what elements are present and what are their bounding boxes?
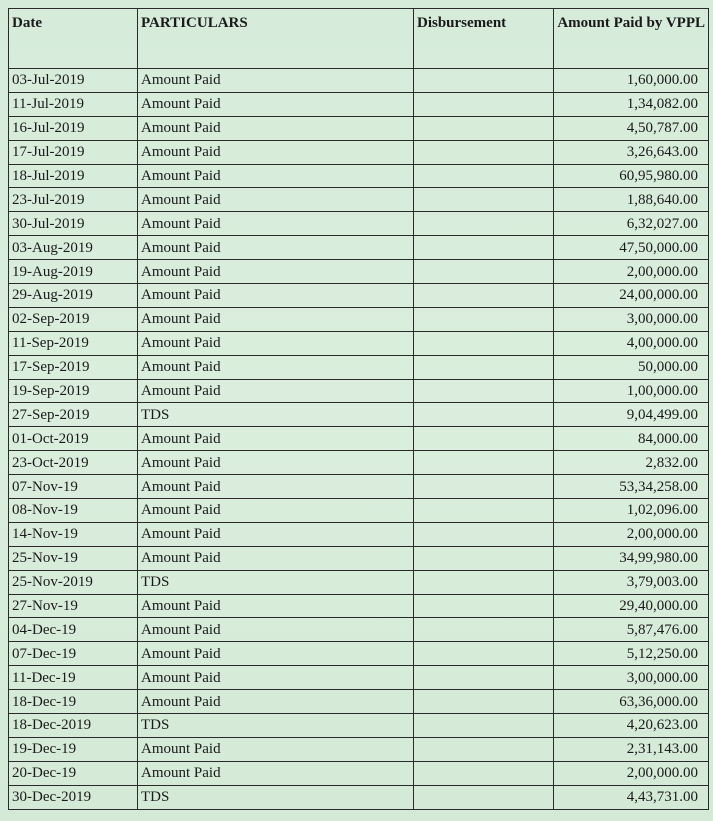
- table-row: [9, 284, 709, 308]
- cell-particulars: Amount Paid: [138, 427, 414, 451]
- cell-date: 23-Oct-2019: [9, 451, 138, 475]
- table-row: [9, 522, 709, 546]
- cell-date: 19-Dec-19: [9, 737, 138, 761]
- cell-amount: 3,26,643.00: [554, 140, 709, 164]
- cell-amount: 4,20,623.00: [554, 714, 709, 738]
- cell-disbursement: [414, 331, 554, 355]
- cell-particulars: Amount Paid: [138, 666, 414, 690]
- cell-amount: 5,87,476.00: [554, 618, 709, 642]
- cell-date: 16-Jul-2019: [9, 116, 138, 140]
- cell-date: 07-Dec-19: [9, 642, 138, 666]
- cell-date: 17-Jul-2019: [9, 140, 138, 164]
- header-disbursement: Disbursement: [414, 9, 554, 69]
- cell-disbursement: [414, 307, 554, 331]
- cell-amount: 29,40,000.00: [554, 594, 709, 618]
- table-row: [9, 618, 709, 642]
- cell-disbursement: [414, 260, 554, 284]
- cell-amount: 50,000.00: [554, 355, 709, 379]
- table-row: [9, 666, 709, 690]
- table-row: [9, 785, 709, 809]
- cell-amount: 1,34,082.00: [554, 92, 709, 116]
- table-row: [9, 379, 709, 403]
- cell-amount: 1,02,096.00: [554, 499, 709, 523]
- cell-date: 18-Dec-19: [9, 690, 138, 714]
- cell-particulars: Amount Paid: [138, 164, 414, 188]
- cell-disbursement: [414, 570, 554, 594]
- cell-disbursement: [414, 379, 554, 403]
- cell-amount: 63,36,000.00: [554, 690, 709, 714]
- cell-date: 29-Aug-2019: [9, 284, 138, 308]
- cell-amount: 2,00,000.00: [554, 260, 709, 284]
- cell-date: 04-Dec-19: [9, 618, 138, 642]
- table-row: [9, 164, 709, 188]
- cell-disbursement: [414, 618, 554, 642]
- cell-amount: 1,00,000.00: [554, 379, 709, 403]
- cell-date: 11-Dec-19: [9, 666, 138, 690]
- cell-particulars: Amount Paid: [138, 522, 414, 546]
- cell-amount: 3,00,000.00: [554, 666, 709, 690]
- cell-disbursement: [414, 451, 554, 475]
- cell-amount: 4,50,787.00: [554, 116, 709, 140]
- table-row: [9, 427, 709, 451]
- table-row: [9, 451, 709, 475]
- cell-particulars: Amount Paid: [138, 499, 414, 523]
- cell-date: 18-Jul-2019: [9, 164, 138, 188]
- table-row: [9, 570, 709, 594]
- table-row: [9, 737, 709, 761]
- cell-date: 11-Jul-2019: [9, 92, 138, 116]
- table-row: [9, 499, 709, 523]
- cell-amount: 4,00,000.00: [554, 331, 709, 355]
- cell-disbursement: [414, 164, 554, 188]
- cell-disbursement: [414, 427, 554, 451]
- cell-particulars: TDS: [138, 714, 414, 738]
- cell-particulars: Amount Paid: [138, 116, 414, 140]
- table-row: [9, 594, 709, 618]
- cell-disbursement: [414, 594, 554, 618]
- table-row: [9, 475, 709, 499]
- cell-particulars: TDS: [138, 570, 414, 594]
- table-row: [9, 761, 709, 785]
- cell-particulars: Amount Paid: [138, 475, 414, 499]
- cell-particulars: Amount Paid: [138, 188, 414, 212]
- table-row: [9, 236, 709, 260]
- table-row: [9, 307, 709, 331]
- cell-amount: 9,04,499.00: [554, 403, 709, 427]
- cell-amount: 6,32,027.00: [554, 212, 709, 236]
- cell-amount: 34,99,980.00: [554, 546, 709, 570]
- cell-amount: 4,43,731.00: [554, 785, 709, 809]
- cell-date: 11-Sep-2019: [9, 331, 138, 355]
- cell-particulars: Amount Paid: [138, 236, 414, 260]
- cell-amount: 3,00,000.00: [554, 307, 709, 331]
- cell-particulars: Amount Paid: [138, 690, 414, 714]
- cell-particulars: Amount Paid: [138, 260, 414, 284]
- cell-particulars: Amount Paid: [138, 594, 414, 618]
- cell-particulars: Amount Paid: [138, 546, 414, 570]
- cell-disbursement: [414, 188, 554, 212]
- cell-particulars: Amount Paid: [138, 212, 414, 236]
- table-header: [9, 9, 709, 69]
- cell-date: 18-Dec-2019: [9, 714, 138, 738]
- cell-date: 19-Sep-2019: [9, 379, 138, 403]
- table-row: [9, 92, 709, 116]
- cell-particulars: Amount Paid: [138, 761, 414, 785]
- cell-date: 14-Nov-19: [9, 522, 138, 546]
- payments-table: [8, 8, 709, 810]
- cell-amount: 2,00,000.00: [554, 761, 709, 785]
- table-row: [9, 69, 709, 93]
- table-row: [9, 212, 709, 236]
- cell-particulars: Amount Paid: [138, 451, 414, 475]
- cell-particulars: Amount Paid: [138, 92, 414, 116]
- header-particulars: PARTICULARS: [138, 9, 414, 69]
- cell-date: 19-Aug-2019: [9, 260, 138, 284]
- cell-amount: 1,60,000.00: [554, 69, 709, 93]
- cell-date: 27-Nov-19: [9, 594, 138, 618]
- table-row: [9, 714, 709, 738]
- cell-particulars: Amount Paid: [138, 69, 414, 93]
- cell-amount: 2,31,143.00: [554, 737, 709, 761]
- cell-date: 25-Nov-2019: [9, 570, 138, 594]
- cell-amount: 1,88,640.00: [554, 188, 709, 212]
- cell-disbursement: [414, 236, 554, 260]
- table-row: [9, 140, 709, 164]
- table-row: [9, 188, 709, 212]
- cell-disbursement: [414, 69, 554, 93]
- cell-disbursement: [414, 92, 554, 116]
- cell-amount: 24,00,000.00: [554, 284, 709, 308]
- cell-date: 03-Jul-2019: [9, 69, 138, 93]
- cell-date: 07-Nov-19: [9, 475, 138, 499]
- cell-amount: 2,832.00: [554, 451, 709, 475]
- cell-date: 03-Aug-2019: [9, 236, 138, 260]
- cell-date: 25-Nov-19: [9, 546, 138, 570]
- header-row: [9, 9, 709, 69]
- table-row: [9, 403, 709, 427]
- table-row: [9, 116, 709, 140]
- table-row: [9, 260, 709, 284]
- table-row: [9, 546, 709, 570]
- cell-particulars: TDS: [138, 403, 414, 427]
- cell-disbursement: [414, 116, 554, 140]
- cell-particulars: Amount Paid: [138, 284, 414, 308]
- cell-date: 23-Jul-2019: [9, 188, 138, 212]
- cell-amount: 2,00,000.00: [554, 522, 709, 546]
- cell-date: 17-Sep-2019: [9, 355, 138, 379]
- cell-amount: 84,000.00: [554, 427, 709, 451]
- cell-disbursement: [414, 140, 554, 164]
- table-row: [9, 642, 709, 666]
- cell-amount: 53,34,258.00: [554, 475, 709, 499]
- cell-disbursement: [414, 666, 554, 690]
- table-body: [9, 69, 709, 810]
- cell-amount: 3,79,003.00: [554, 570, 709, 594]
- header-amount: Amount Paid by VPPL: [554, 9, 709, 69]
- cell-date: 30-Dec-2019: [9, 785, 138, 809]
- cell-date: 27-Sep-2019: [9, 403, 138, 427]
- cell-particulars: TDS: [138, 785, 414, 809]
- cell-disbursement: [414, 522, 554, 546]
- cell-disbursement: [414, 642, 554, 666]
- cell-particulars: Amount Paid: [138, 355, 414, 379]
- table-row: [9, 331, 709, 355]
- cell-disbursement: [414, 499, 554, 523]
- cell-amount: 60,95,980.00: [554, 164, 709, 188]
- cell-date: 01-Oct-2019: [9, 427, 138, 451]
- cell-particulars: Amount Paid: [138, 618, 414, 642]
- cell-disbursement: [414, 690, 554, 714]
- cell-disbursement: [414, 284, 554, 308]
- cell-disbursement: [414, 785, 554, 809]
- cell-disbursement: [414, 737, 554, 761]
- cell-date: 08-Nov-19: [9, 499, 138, 523]
- cell-amount: 5,12,250.00: [554, 642, 709, 666]
- cell-particulars: Amount Paid: [138, 307, 414, 331]
- cell-amount: 47,50,000.00: [554, 236, 709, 260]
- cell-disbursement: [414, 403, 554, 427]
- cell-disbursement: [414, 546, 554, 570]
- table-row: [9, 355, 709, 379]
- cell-date: 02-Sep-2019: [9, 307, 138, 331]
- cell-particulars: Amount Paid: [138, 379, 414, 403]
- table-row: [9, 690, 709, 714]
- cell-disbursement: [414, 212, 554, 236]
- cell-disbursement: [414, 714, 554, 738]
- cell-particulars: Amount Paid: [138, 737, 414, 761]
- header-date: Date: [9, 9, 138, 69]
- cell-particulars: Amount Paid: [138, 331, 414, 355]
- cell-disbursement: [414, 475, 554, 499]
- cell-date: 30-Jul-2019: [9, 212, 138, 236]
- cell-disbursement: [414, 761, 554, 785]
- cell-particulars: Amount Paid: [138, 140, 414, 164]
- cell-disbursement: [414, 355, 554, 379]
- cell-particulars: Amount Paid: [138, 642, 414, 666]
- cell-date: 20-Dec-19: [9, 761, 138, 785]
